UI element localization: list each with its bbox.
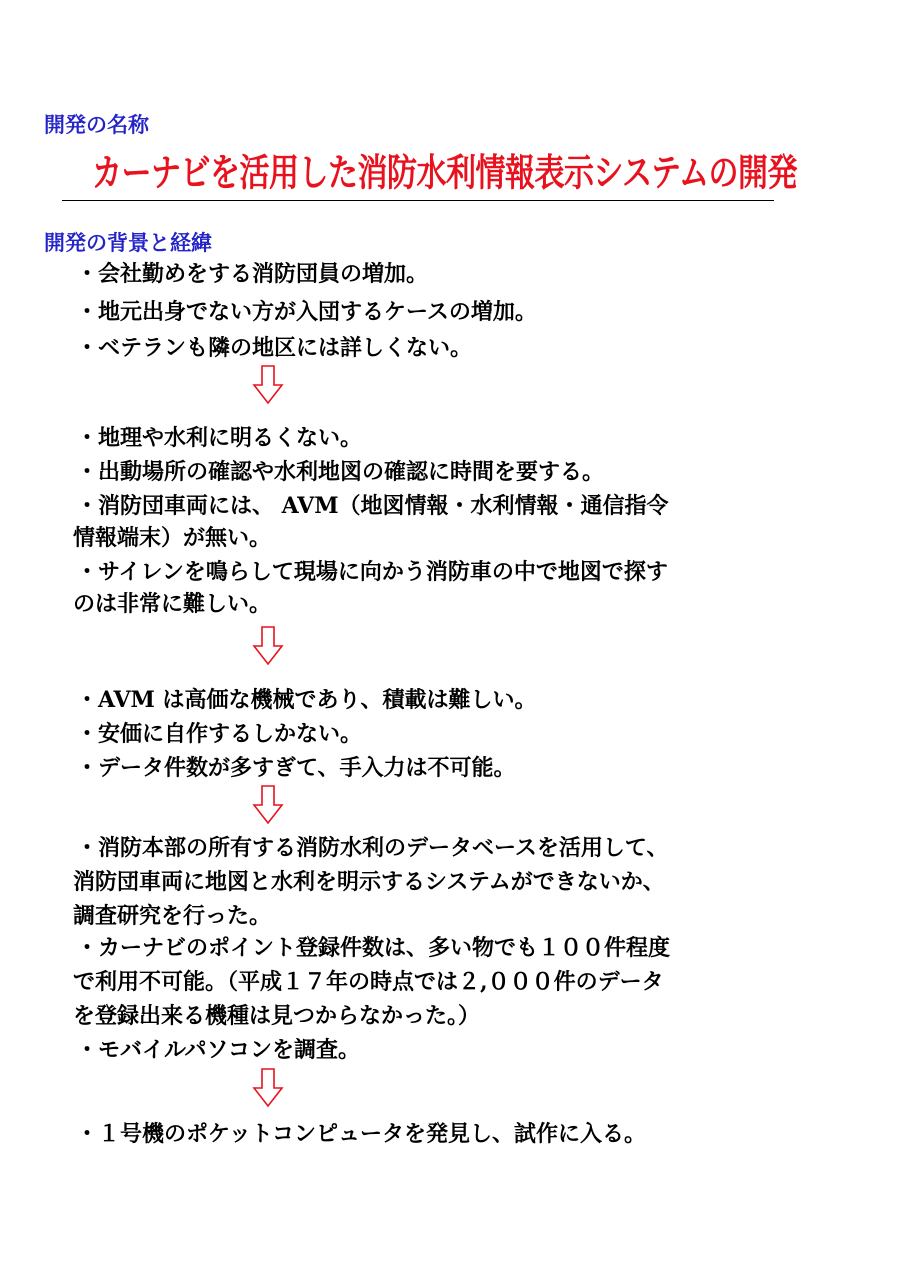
background-label: 開発の背景と経緯 xyxy=(44,231,212,255)
bullet-line: ・消防本部の所有する消防水利のデータベースを活用して、 xyxy=(76,835,669,861)
continuation-line: で利用不可能。（平成１７年の時点では２,０００件のデータ xyxy=(73,969,664,995)
development-name-label: 開発の名称 xyxy=(44,113,149,137)
down-arrow-icon xyxy=(252,785,284,825)
continuation-line: 消防団車両に地図と水利を明示するシステムができないか、 xyxy=(73,869,665,895)
bullet-line: ・会社勤めをする消防団員の増加。 xyxy=(76,261,429,287)
bullet-line: ・１号機のポケットコンピュータを発見し、試作に入る。 xyxy=(76,1121,647,1147)
bullet-line: ・地理や水利に明るくない。 xyxy=(76,425,363,451)
bullet-line: ・安価に自作するしかない。 xyxy=(76,721,363,747)
down-arrow-icon xyxy=(252,626,284,666)
down-arrow-icon xyxy=(252,1068,284,1108)
bullet-line: ・AVM は高価な機械であり、積載は難しい。 xyxy=(76,687,537,713)
bullet-line: ・サイレンを鳴らして現場に向かう消防車の中で地図で探す xyxy=(76,559,668,585)
document-title-text: カーナビを活用した消防水利情報表示システムの開発 xyxy=(92,151,797,196)
bullet-line: ・地元出身でない方が入団するケースの増加。 xyxy=(76,299,537,325)
bullet-line: ・ベテランも隣の地区には詳しくない。 xyxy=(76,335,473,361)
bullet-line: ・カーナビのポイント登録件数は、多い物でも１００件程度 xyxy=(76,935,671,961)
down-arrow-icon xyxy=(252,365,284,405)
continuation-line: を登録出来る機種は見つからなかった。） xyxy=(73,1003,481,1029)
continuation-line: 調査研究を行った。 xyxy=(73,903,272,929)
document-title xyxy=(62,148,797,201)
bullet-line: ・出動場所の確認や水利地図の確認に時間を要する。 xyxy=(76,459,605,485)
bullet-line: ・モバイルパソコンを調査。 xyxy=(76,1037,361,1063)
continuation-line: 情報端末）が無い。 xyxy=(73,525,272,551)
bullet-line: ・データ件数が多すぎて、手入力は不可能。 xyxy=(76,755,516,781)
continuation-line: のは非常に難しい。 xyxy=(73,591,272,617)
bullet-line: ・消防団車両には、 AVM（地図情報・水利情報・通信指令 xyxy=(76,493,669,519)
